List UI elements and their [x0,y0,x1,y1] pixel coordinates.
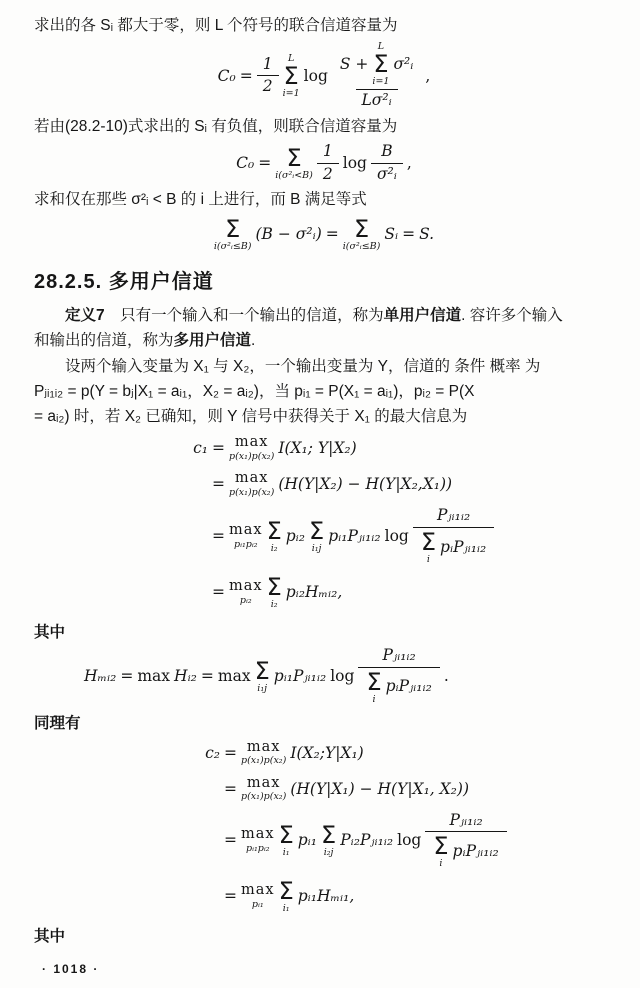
equals-sign: = [224,743,237,762]
max-label: max [234,434,269,451]
sigma-symbol: Σ [266,516,282,545]
punctuation: . [443,666,449,685]
denominator [425,831,506,869]
sigma-symbol: Σ [433,832,449,861]
equals-sign: = [258,154,272,173]
c1-line-1 [182,435,614,461]
equals-sign: = [200,666,214,685]
c1-line-2 [182,471,614,497]
formula-lhs: c₂ [205,743,220,762]
max-operator [229,579,263,605]
where-label-2: 其中 [34,928,66,946]
hm-definition-formula [82,647,614,704]
definition-text: . 容许多个输入 [461,307,563,325]
max-label: max [246,774,281,791]
max-subscript: p(x₁)p(x₂) [241,791,287,803]
formula-power-constraint [34,214,614,252]
sigma-symbol: Σ [278,820,294,849]
max-operator [229,471,274,497]
max-label: max [241,882,275,899]
sum-lower-limit: i [372,694,376,706]
max-subscript: pᵢ₂ [239,594,252,606]
denominator-term: pᵢPⱼᵢ₁ᵢ₂ [452,841,499,860]
section-title: 多用户信道 [108,271,214,294]
sum-operator [321,820,337,858]
max-operator: max [217,666,251,685]
denominator [358,667,439,705]
sigma-symbol: Σ [283,61,299,90]
formula-rhs: S. [419,224,435,243]
sum-lower-limit: i(σ²ᵢ≤B) [342,240,381,252]
c1-line-4 [182,572,614,610]
term-multi-user-channel: 多用户信道 [173,332,252,350]
formula-lhs: C₀ [217,66,236,85]
denominator: 2 [257,75,279,96]
probability-term: pᵢ₁Pⱼᵢ₁ᵢ₂ [273,666,327,685]
max-label: max [229,522,263,539]
sum-operator [254,656,270,694]
equals-sign: = [120,666,134,685]
equals-sign: = [402,224,416,243]
equals-sign: = [239,66,253,85]
sigma-symbol: Σ [286,143,302,172]
mutual-information-term: I(X₂;Y|X₁) [290,743,364,762]
sum-operator [266,572,282,610]
sigma-symbol: Σ [266,572,282,601]
sigma-symbol: Σ [420,528,437,557]
sigma-symbol: Σ [373,50,389,79]
sum-operator [278,876,294,914]
equals-sign: = [224,779,237,798]
sum-operator [283,54,300,99]
equals-sign: = [224,887,237,906]
sum-operator [342,214,381,252]
definition-text: 只有一个输入和一个输出的信道，称为 [104,307,384,325]
denominator-term: pᵢPⱼᵢ₁ᵢ₂ [385,677,432,696]
section-heading [34,265,614,294]
sum-operator [433,834,448,869]
where-label-1: 其中 [34,624,66,642]
entropy-difference-term: (H(Y|X₂) − H(Y|X₂,X₁)) [278,475,453,494]
sigma-symbol: Σ [353,214,370,243]
log-operator: log [330,666,355,685]
page-number: · 1018 · [42,962,100,976]
numerator: Pⱼᵢ₁ᵢ₂ [382,646,416,665]
definition-text: . [251,332,256,350]
sum-lower-limit: i₁ [282,846,290,858]
log-operator: log [342,154,367,173]
numerator-prefix: S + [339,54,369,73]
intro-line-1: 求出的各 Sᵢ 都大于零，则 L 个符号的联合信道容量为 [34,17,398,34]
equals-sign: = [212,583,225,601]
max-subscript: pᵢ₁ [251,898,264,910]
intermediate-term: Hᵢ₂ [174,666,197,685]
sum-operator [421,530,436,565]
term-single-user-channel: 单用户信道 [383,307,462,325]
max-subscript: pᵢ₁pᵢ₂ [233,538,258,550]
probability-term: pᵢ₁Pⱼᵢ₁ᵢ₂ [328,527,381,546]
sigma-symbol: Σ [225,214,241,243]
max-subscript: pᵢ₁pᵢ₂ [245,842,270,854]
numerator: 1 [322,141,333,160]
log-operator: log [384,527,409,546]
max-operator: max [137,666,171,685]
sum-upper-limit: L [287,52,295,64]
sigma-symbol: Σ [321,820,337,849]
punctuation: , [425,66,431,85]
c2-line-2 [194,776,614,802]
similarly-label: 同理有 [34,714,81,732]
max-operator [241,776,286,802]
sum-lower-limit: i₁j [311,542,322,554]
denominator: σ²ᵢ [371,163,403,184]
max-subscript: p(x₁)p(x₂) [241,755,287,767]
numerator: Pⱼᵢ₁ᵢ₂ [436,506,471,525]
sum-lower-limit: i [439,858,443,870]
sum-lower-limit: i=1 [282,87,300,99]
setup-line-1: 设两个输入变量为 X₁ 与 X₂，一个输出变量为 Y，信道的 条件 概率 为 [65,357,541,375]
sum-lower-limit: i₂ [270,598,278,610]
log-argument-fraction [358,647,439,704]
denominator-term: pᵢPⱼᵢ₁ᵢ₂ [440,537,487,556]
main-fraction [371,143,403,184]
sum-operator [366,670,381,705]
sum-body: Sᵢ [384,224,399,243]
formula-lhs: C₀ [236,154,255,173]
sum-operator [309,516,325,554]
probability-term: Pᵢ₂Pⱼᵢ₁ᵢ₂ [340,831,394,850]
sigma-symbol: Σ [278,876,294,905]
main-fraction [332,42,422,109]
c2-derivation [194,735,614,919]
max-operator [241,827,275,853]
sum-operator [213,214,252,252]
c2-line-4 [194,876,614,914]
result-term: pᵢ₁Hₘᵢ₁, [297,887,355,906]
formula-capacity-negative-case [34,143,614,184]
sum-lower-limit: i₁j [257,682,268,694]
sum-lower-limit: i₂j [323,846,334,858]
sum-lower-limit: i [426,554,430,566]
probability-term: pᵢ₁ [297,831,318,850]
sum-operator [266,516,282,554]
sum-body: (B − σ²ᵢ) [255,224,322,243]
equals-sign: = [212,439,225,458]
numerator: B [381,141,393,160]
coefficient-fraction [257,56,279,97]
sum-lower-limit: i₁ [282,902,290,914]
result-term: pᵢ₂Hₘᵢ₂, [285,583,343,601]
entropy-difference-term: (H(Y|X₁) − H(Y|X₁, X₂)) [290,779,469,798]
intro-line-2: 若由(28.2-10)式求出的 Sᵢ 有负值，则联合信道容量为 [34,117,398,135]
max-label: max [234,470,269,487]
sum-lower-limit: i=1 [372,76,390,88]
denominator: 2 [317,163,339,184]
max-label: max [229,578,263,594]
log-operator: log [303,66,328,85]
c1-line-3 [182,507,614,564]
max-operator [229,435,274,461]
definition-term-label: 定义7 [65,307,105,325]
equals-sign: = [212,475,225,494]
formula-joint-capacity [34,42,614,109]
denominator: Lσ²ᵢ [356,89,398,110]
definition-text: 和输出的信道，称为 [34,332,174,350]
sum-upper-limit: L [377,41,385,53]
numerator: 1 [262,54,273,73]
equals-sign: = [212,527,225,546]
sum-operator [372,42,389,87]
max-operator [241,883,275,909]
equals-sign: = [325,224,339,243]
section-number: 28.2.5. [34,271,103,294]
formula-lhs: c₁ [193,439,208,458]
mutual-information-term: I(X₁; Y|X₂) [278,439,357,458]
coefficient-fraction [317,143,339,184]
numerator [332,42,422,89]
max-label: max [246,738,281,755]
setup-line-3: = aᵢ₂) 时，若 X₂ 已确知，则 Y 信号中获得关于 X₁ 的最大信息为 [34,408,468,426]
setup-line-2: Pⱼᵢ₁ᵢ₂ = p(Y = bⱼ|X₁ = aᵢ₁，X₂ = aᵢ₂)，当 pᵢ₁ = P(X₁ = aᵢ₁)，pᵢ₂ = P(X [34,382,475,400]
c1-derivation [182,430,614,614]
denominator [413,527,494,565]
sigma-symbol: Σ [366,668,382,697]
formula-lhs: Hₘᵢ₂ [84,666,117,685]
intro-line-3: 求和仅在那些 σ²ᵢ < B 的 i 上进行，而 B 满足等式 [34,191,367,209]
max-subscript: p(x₁)p(x₂) [229,450,275,462]
probability-term: pᵢ₂ [285,527,306,546]
sum-lower-limit: i₂ [270,542,278,554]
definition-line-1 [34,304,614,327]
c2-line-3 [194,812,614,869]
log-argument-fraction [413,507,494,564]
max-operator [229,523,263,549]
max-subscript: p(x₁)p(x₂) [229,486,275,498]
punctuation: , [406,154,412,173]
definition-line-2 [34,329,614,352]
log-operator: log [397,831,422,850]
numerator: Pⱼᵢ₁ᵢ₂ [449,810,483,829]
max-operator [241,740,286,766]
c2-line-1 [194,740,614,766]
max-label: max [241,826,275,843]
sum-operator [278,820,294,858]
sum-lower-limit: i(σ²ᵢ≤B) [213,240,252,252]
log-argument-fraction [425,812,506,869]
sigma-symbol: Σ [309,516,325,545]
sigma-symbol: Σ [254,656,270,685]
sum-lower-limit: i(σ²ᵢ<B) [275,169,313,181]
sum-operator [275,143,313,181]
numerator-term: σ²ᵢ [393,54,414,73]
equals-sign: = [224,831,237,850]
